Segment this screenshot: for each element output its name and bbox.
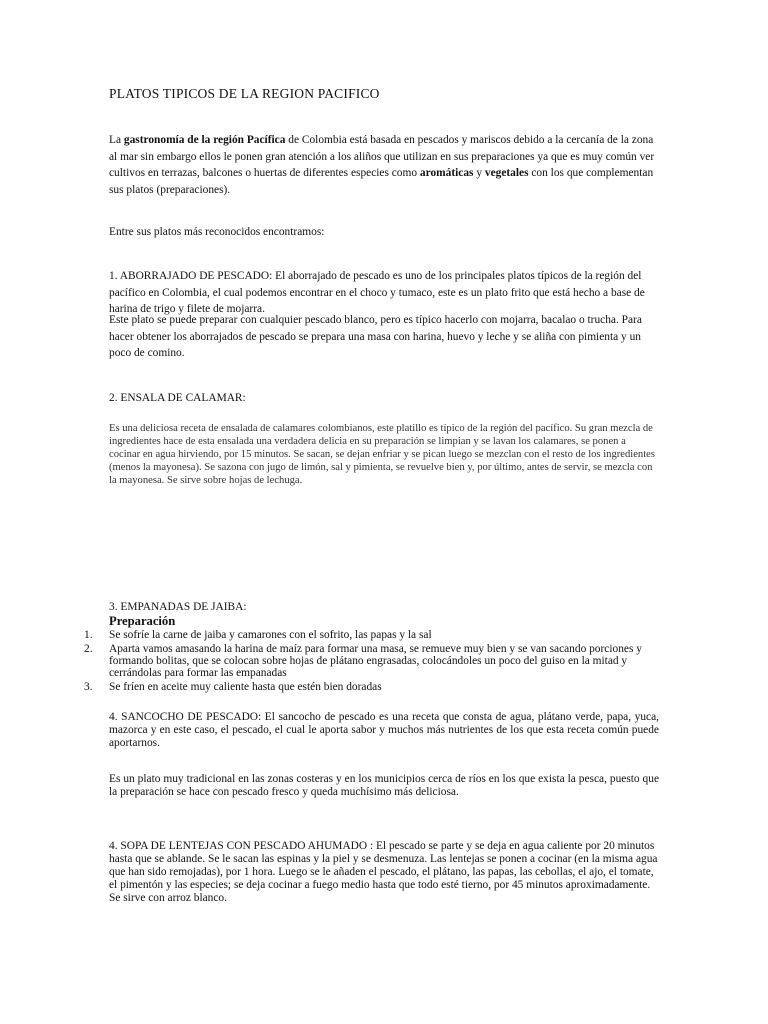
preparacion-subheading: Preparación bbox=[109, 614, 176, 628]
intro-bold-2: aromáticas bbox=[419, 167, 474, 179]
step-text: Se fríen en aceite muy caliente hasta que estén bien doradas bbox=[109, 681, 382, 693]
entre-paragraph: Entre sus platos más reconocidos encontramos: bbox=[109, 226, 325, 238]
list-item bbox=[84, 629, 664, 641]
list-item bbox=[84, 681, 664, 693]
empanadas-steps-list bbox=[84, 629, 664, 695]
intro-bold-3: vegetales bbox=[484, 167, 529, 179]
sancocho-paragraph-1: 4. SANCOCHO DE PESCADO: El sancocho de pescado es una receta que consta de agua, plátano verde, papa, yuca, mazorca y en este caso, el pescado, el cual le aporta sabor y muchos más nutrientes de los que esta receta común puede aportarnos. bbox=[109, 711, 659, 749]
intro-bold-1: gastronomía de la región Pacífica bbox=[123, 134, 286, 146]
step-number: 2. bbox=[84, 643, 93, 655]
sopa-paragraph: 4. SOPA DE LENTEJAS CON PESCADO AHUMADO : El pescado se parte y se deja en agua caliente por 20 minutos hasta que se ablande. Se le sacan las espinas y la piel y se desmenuza. Las lentejas se ponen a cocinar (en la misma agua que han sido remojadas), por 1 hora. Luego se le añaden el pescado, el plátano, las papas, las cebollas, el ajo, el tomate, el pimentón y las especies; se deja cocinar a fuego medio hasta que todo esté tierno, por 45 minutos aproximadamente. Se sirve con arroz blanco. bbox=[109, 840, 658, 904]
page-title: PLATOS TIPICOS DE LA REGION PACIFICO bbox=[109, 86, 380, 101]
list-item bbox=[84, 643, 664, 679]
calamar-paragraph: Es una deliciosa receta de ensalada de calamares colombianos, este platillo es típico de la región del pacífico. Su gran mezcla de ingredientes hace de esta ensalada una verdadera delicia en su preparación se limpian y se lavan los calamares, se ponen a cocinar en agua hirviendo, por 15 minutos. Se sacan, se dejan enfriar y se pican luego se mezclan con el resto de los ingredientes (menos la mayonesa). Se sazona con jugo de limón, sal y pimienta, se revuelve bien y, por último, antes de servir, se mezcla con la mayonesa. Se sirve sobre hojas de lechuga. bbox=[109, 423, 655, 486]
intro-text-3: y bbox=[473, 167, 485, 179]
aborrajado-paragraph-1: 1. ABORRAJADO DE PESCADO: El aborrajado de pescado es uno de los principales platos típicos de la región del pacífico en Colombia, el cual podemos encontrar en el choco y tumaco, este es un plato frito que está hecho a base de harina de trigo y filete de mojarra. bbox=[109, 270, 645, 315]
step-text: Se sofríe la carne de jaiba y camarones con el sofrito, las papas y la sal bbox=[109, 629, 432, 641]
intro-text-2: de Colombia está basada en pescados y mariscos debido a la cercanía de la zona al mar sin embargo ellos le ponen gran atención a los aliños que utilizan en sus preparaciones ya que es muy común ver cultivos en terrazas, balcones o huertas de diferentes especies como bbox=[109, 134, 655, 179]
empanadas-heading: 3. EMPANADAS DE JAIBA: bbox=[109, 601, 247, 613]
sancocho-paragraph-2: Es un plato muy tradicional en las zonas costeras y en los municipios cerca de ríos en los que exista la pesca, puesto que la preparación se hace con pescado fresco y queda muchísimo más deliciosa. bbox=[109, 773, 659, 798]
aborrajado-paragraph-2: Este plato se puede preparar con cualquier pescado blanco, pero es típico hacerlo con mojarra, bacalao o trucha. Para hacer obtener los aborrajados de pescado se prepara una masa con harina, huevo y leche y se aliña con pimienta y un poco de comino. bbox=[109, 314, 642, 359]
step-number: 1. bbox=[84, 629, 93, 641]
calamar-heading: 2. ENSALA DE CALAMAR: bbox=[109, 392, 246, 404]
intro-text-4: con los que complementan sus platos (preparaciones). bbox=[109, 167, 654, 196]
intro-paragraph bbox=[109, 132, 659, 198]
step-text: Aparta vamos amasando la harina de maíz para formar una masa, se remueve muy bien y se van sacando porciones y formando bolitas, que se colocan sobre hojas de plátano engrasadas, colocándoles un poco del guiso en la mitad y cerrándolas para formar las empanadas bbox=[109, 643, 642, 679]
step-number: 3. bbox=[84, 681, 93, 693]
intro-text-1: La bbox=[109, 134, 124, 146]
